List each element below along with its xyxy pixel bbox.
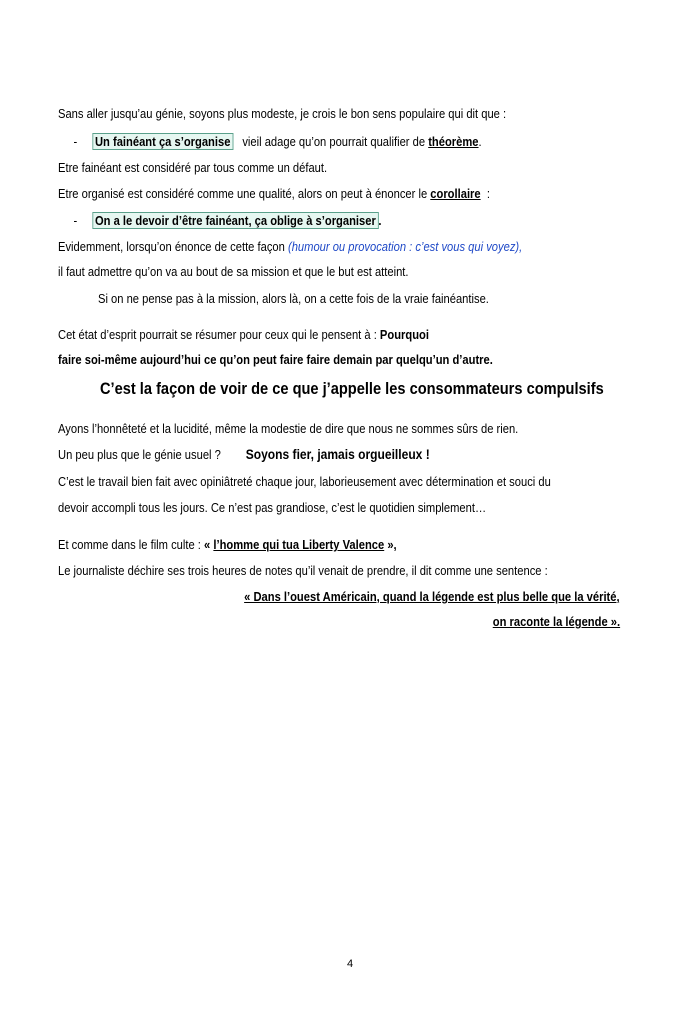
line-admettre: il faut admettre qu’on va au bout de sa mission et que le but est atteint. xyxy=(58,264,409,279)
line-intro: Sans aller jusqu’au génie, soyons plus modeste, je crois le bon sens populaire qui dit que : xyxy=(58,106,507,121)
evidemment-text: Evidemment, lorsqu’on énonce de cette façon xyxy=(58,239,285,254)
film-culte-text: Et comme dans le film culte : xyxy=(58,537,201,552)
adage-end: . xyxy=(478,134,482,149)
line-devoir-accompli: devoir accompli tous les jours. Ce n’est pas grandiose, c’est le quotidien simplement… xyxy=(58,500,487,515)
line-faire-soi-meme: faire soi-même aujourd’hui ce qu’on peut faire faire demain par quelqu’un d’autre. xyxy=(58,352,493,367)
line-journaliste: Le journaliste déchire ses trois heures de notes qu’il venait de prendre, il dit comme une sentence : xyxy=(58,563,548,578)
pourquoi-word: Pourquoi xyxy=(379,327,429,342)
quote-open: « xyxy=(204,537,211,552)
quote-line-1: « Dans l’ouest Américain, quand la légende est plus belle que la vérité, xyxy=(244,589,620,604)
line-faineantise: Si on ne pense pas à la mission, alors là, on a cette fois de la vraie fainéantise. xyxy=(98,291,489,306)
heading-consommateurs: C’est la façon de voir de ce que j’appelle les consommateurs compulsifs xyxy=(100,379,604,398)
page-number: 4 xyxy=(346,958,354,970)
film-title: l’homme qui tua Liberty Valence xyxy=(213,537,385,552)
bullet-dash: - xyxy=(73,134,78,149)
line-travail: C’est le travail bien fait avec opiniâtreté chaque jour, laborieusement avec détermination et souci du xyxy=(58,474,551,489)
soyons-fier: Soyons fier, jamais orgueilleux ! xyxy=(245,446,430,462)
line-film-culte xyxy=(58,537,397,553)
devoir-highlight: On a le devoir d’être fainéant, ça oblige à s’organiser xyxy=(92,212,378,229)
line-defaut: Etre fainéant est considéré par tous comme un défaut. xyxy=(58,160,328,175)
genie-usuel-text: Un peu plus que le génie usuel ? xyxy=(58,447,221,462)
line-etat-esprit xyxy=(58,327,429,343)
line-adage xyxy=(58,133,482,149)
devoir-end: . xyxy=(378,213,382,228)
quote-line-2: on raconte la légende ». xyxy=(492,614,620,629)
line-genie-usuel xyxy=(58,446,430,462)
line-honnetete: Ayons l’honnêteté et la lucidité, même la modestie de dire que nous ne sommes sûrs de rien. xyxy=(58,421,519,436)
adage-highlight: Un fainéant ça s’organise xyxy=(92,133,233,150)
adage-text: vieil adage qu’on pourrait qualifier de xyxy=(242,134,426,149)
humour-note: (humour ou provocation : c’est vous qui voyez), xyxy=(287,239,523,254)
etat-esprit-text: Cet état d’esprit pourrait se résumer pour ceux qui le pensent à : xyxy=(58,327,377,342)
line-devoir xyxy=(58,212,382,228)
line-evidemment xyxy=(58,239,522,255)
corollaire-term: corollaire xyxy=(430,186,481,201)
qualite-text: Etre organisé est considéré comme une qualité, alors on peut à énoncer le xyxy=(58,186,428,201)
theoreme-term: théorème xyxy=(428,134,479,149)
bullet-dash: - xyxy=(73,213,78,228)
line-qualite xyxy=(58,186,490,202)
quote-close: », xyxy=(387,537,397,552)
qualite-end: : xyxy=(486,186,490,201)
